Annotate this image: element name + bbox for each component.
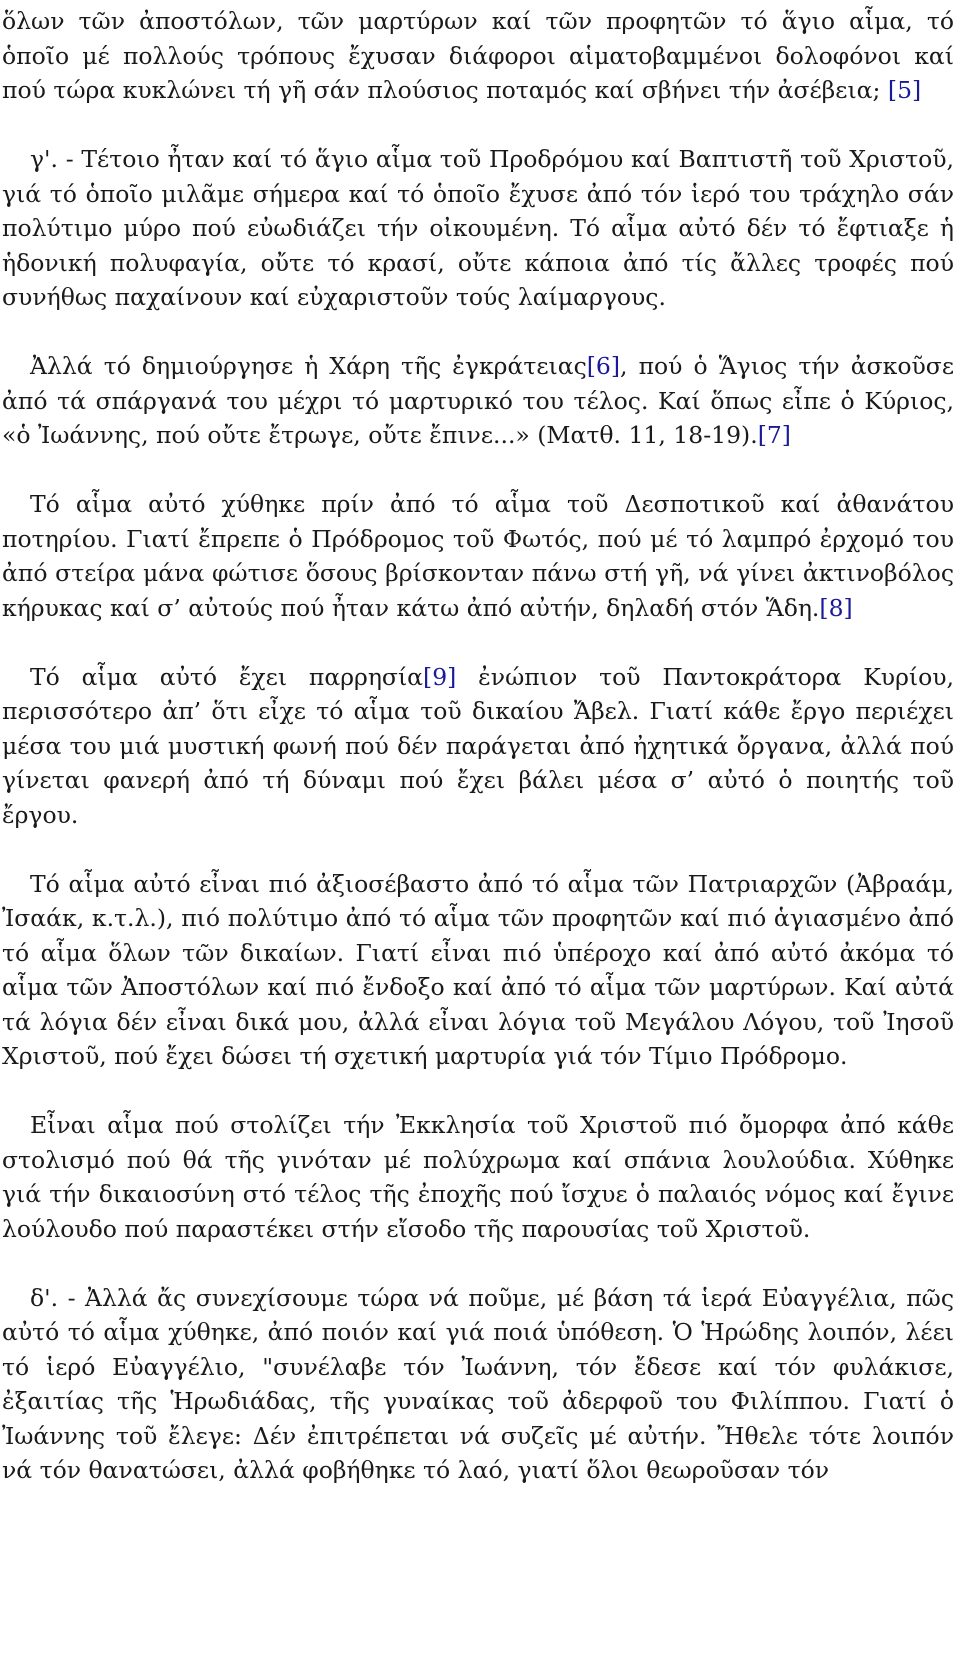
footnote-link-8[interactable]: [8] [819, 593, 853, 622]
paragraph-2 [2, 142, 954, 315]
paragraph-3 [2, 349, 954, 453]
paragraph-6 [2, 867, 954, 1074]
paragraph-1 [2, 4, 954, 108]
footnote-link-6[interactable]: [6] [586, 352, 621, 380]
paragraph-text: Τό αἷμα αὐτό εἶναι πιό ἀξιοσέβαστο ἀπό τό αἷμα τῶν Πατριαρχῶν (Ἀβραάμ, Ἰσαάκ, κ.τ.λ.), πιό πολύτιμο ἀπό τό αἷμα τῶν προφητῶν καί πιό ἁγιασμένο ἀπό τό αἷμα ὅλων τῶν δικαίων. Γιατί εἶναι πιό ὑπέροχο καί ἀπό αὐτό ἀκόμα τό αἷμα τῶν Ἀποστόλων καί πιό ἔνδοξο καί ἀπό τό αἷμα τῶν μαρτύρων. Καί αὐτά τά λόγια δέν εἶναι δικά μου, ἀλλά εἶναι λόγια τοῦ Μεγάλου Λόγου, τοῦ Ἰησοῦ Χριστοῦ, πού ἔχει δώσει τή σχετική μαρτυρία γιά τόν Τίμιο Πρόδρομο. [2, 869, 954, 1070]
paragraph-text: Ἀλλά τό δημιούργησε ἡ Χάρη τῆς ἐγκράτειας [30, 352, 587, 380]
paragraph-text: ὅλων τῶν ἀποστόλων, τῶν μαρτύρων καί τῶν προφητῶν τό ἅγιο αἷμα, τό ὁποῖο μέ πολλούς τρόπους ἔχυσαν διάφοροι αἱματοβαμμένοι δολοφόνοι καί πού τώρα κυκλώνει τή γῆ σάν πλούσιος ποταμός καί σβήνει τήν ἀσέβεια; [2, 7, 954, 104]
paragraph-text: Τό αἷμα αὐτό ἔχει παρρησία [30, 662, 424, 691]
paragraph-text: Τό αἷμα αὐτό χύθηκε πρίν ἀπό τό αἷμα τοῦ Δεσποτικοῦ καί ἀθανάτου ποτηρίου. Γιατί ἔπρεπε ὁ Πρόδρομος τοῦ Φωτός, πού μέ τό λαμπρό ἐρχομό του ἀπό στείρα μάνα φώτισε ὅσους βρίσκονταν πάνω στή γῆ, νά γίνει ἀκτινοβόλος κήρυκας καί σ’ αὐτούς πού ἦταν κάτω ἀπό αὐτήν, δηλαδή στόν Ἅδη. [2, 490, 954, 622]
paragraph-text: γ'. - Τέτοιο ἦταν καί τό ἅγιο αἷμα τοῦ Προδρόμου καί Βαπτιστῆ τοῦ Χριστοῦ, γιά τό ὁποῖο μιλᾶμε σήμερα καί τό ὁποῖο ἔχυσε ἀπό τόν ἱερό του τράχηλο σάν πολύτιμο μύρο πού εὐωδιάζει τήν οἰκουμένη. Τό αἷμα αὐτό δέν τό ἔφτιαξε ἡ ἡδονική πολυφαγία, οὔτε τό κρασί, οὔτε κάποια ἀπό τίς ἄλλες τροφές πού συνήθως παχαίνουν καί εὐχαριστοῦν τούς λαίμαργους. [2, 145, 954, 311]
paragraph-7 [2, 1108, 954, 1246]
paragraph-5 [2, 660, 954, 833]
footnote-link-5[interactable]: [5] [887, 76, 922, 104]
paragraph-text: , πού ὁ Ἅγιος τήν ἀσκοῦσε ἀπό τά σπάργανά του μέχρι τό μαρτυρικό του τέλος. Καί ὅπως εἶπε ὁ Κύριος, «ὁ Ἰωάννης, πού οὔτε ἔτρωγε, οὔτε ἔπινε...» (Ματθ. 11, 18-19). [2, 352, 954, 449]
paragraph-text: Εἶναι αἷμα πού στολίζει τήν Ἐκκλησία τοῦ Χριστοῦ πιό ὄμορφα ἀπό κάθε στολισμό πού θά τῆς γινόταν μέ πολύχρωμα καί σπάνια λουλούδια. Χύθηκε γιά τήν δικαιοσύνη στό τέλος τῆς ἐποχῆς πού ἴσχυε ὁ παλαιός νόμος καί ἔγινε λούλουδο πού παραστέκει στήν εἴσοδο τῆς παρουσίας τοῦ Χριστοῦ. [2, 1111, 954, 1243]
footnote-link-9[interactable]: [9] [423, 662, 457, 691]
paragraph-4 [2, 487, 954, 625]
paragraph-text: δ'. - Ἀλλά ἄς συνεχίσουμε τώρα νά ποῦμε, μέ βάση τά ἱερά Εὐαγγέλια, πῶς αὐτό τό αἷμα χύθηκε, ἀπό ποιόν καί γιά ποιά ὑπόθεση. Ὁ Ἡρώδης λοιπόν, λέει τό ἱερό Εὐαγγέλιο, "συνέλαβε τόν Ἰωάννη, τόν ἔδεσε καί τόν φυλάκισε, ἐξαιτίας τῆς Ἡρωδιάδας, τῆς γυναίκας τοῦ ἀδερφοῦ του Φιλίππου. Γιατί ὁ Ἰωάννης τοῦ ἔλεγε: Δέν ἐπιτρέπεται νά συζεῖς μέ αὐτήν. Ἤθελε τότε λοιπόν νά τόν θανατώσει, ἀλλά φοβήθηκε τό λαό, γιατί ὅλοι θεωροῦσαν τόν [2, 1283, 954, 1484]
paragraph-text: ἐνώπιον τοῦ Παντοκράτορα Κυρίου, περισσότερο ἀπ’ ὅτι εἶχε τό αἷμα τοῦ δικαίου Ἄβελ. Γιατί κάθε ἔργο περιέχει μέσα του μιά μυστική φωνή πού δέν παράγεται ἀπό ἠχητικά ὄργανα, ἀλλά πού γίνεται φανερή ἀπό τή δύναμι πού ἔχει βάλει μέσα σ’ αὐτό ὁ ποιητής τοῦ ἔργου. [2, 662, 955, 829]
footnote-link-7[interactable]: [7] [757, 421, 791, 449]
paragraph-8 [2, 1281, 954, 1488]
